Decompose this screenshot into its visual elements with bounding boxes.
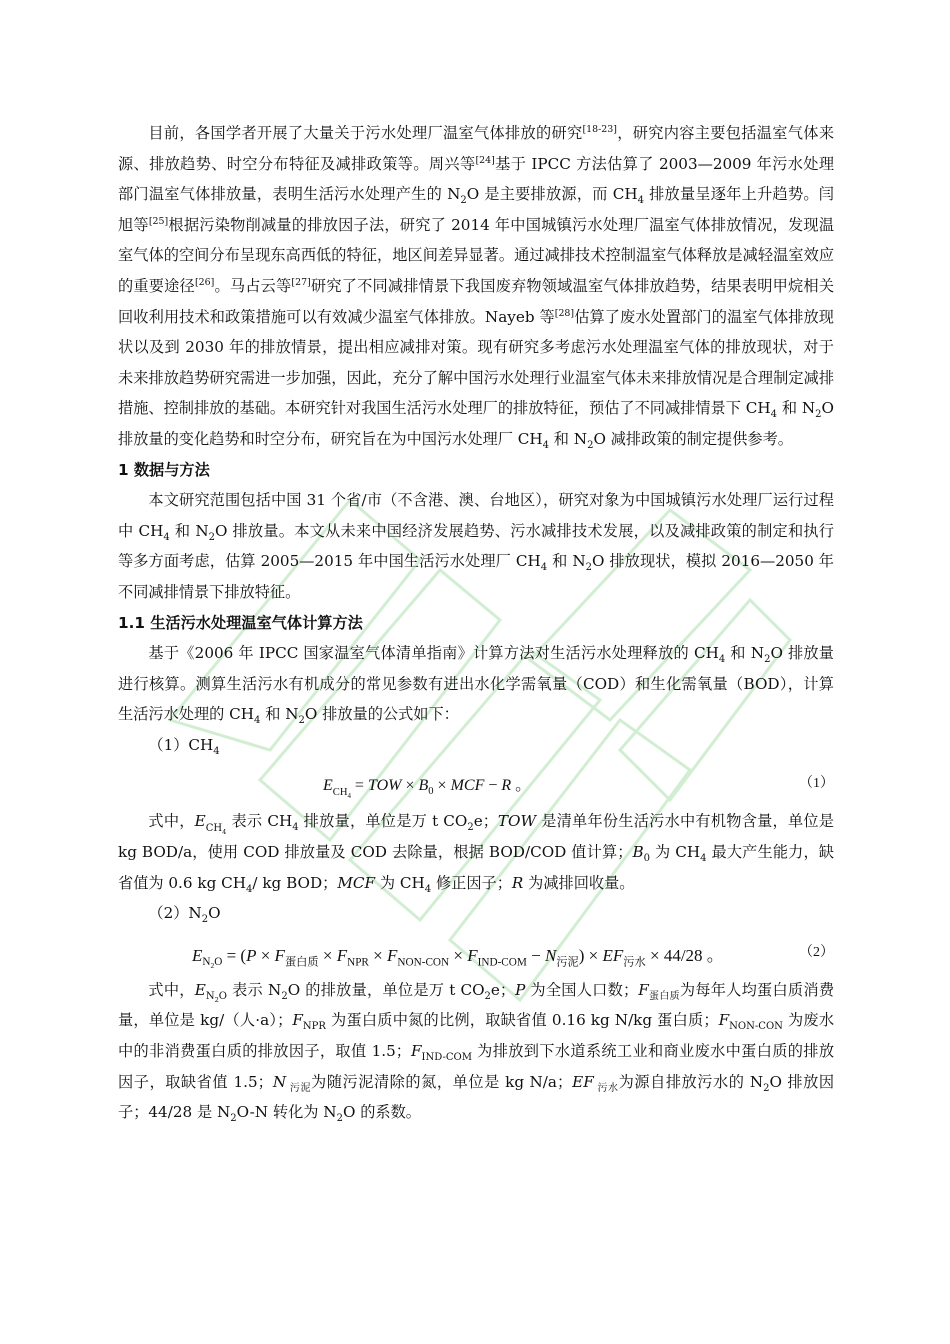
equation-2-explanation: 式中，$E_{N_2O}$ 表示 $N_2O$ 的排放量，单位是万 t $CO_2e$；P 为全国人口数；$F_{蛋白质}$为每年人均蛋白质消费量，单位是 kg/（人·a）；$F_{NPR}$ 为蛋白质中氮的比例，取缺省值 0.16 kg N/kg 蛋白质；$F_{NON-CON}$ 为废水中的非消费蛋白质的排放因子，取值 1.5；$F_{IND-COM}$ 为排放到下水道系统工业和商业废水中蛋白质的排放因子，取缺省值 1.5；N $_{污泥}$为随污泥清除的氮，单位是 kg N/a；EF $_{污水}$为源自排放污水的 $N_2O$ 排放因子；44/28 是 $N_2O-N$ 转化为 $N_2O$ 的系数。 bbox=[118, 980, 835, 1125]
equation-2: $E_{N_2O} = (P \times F_{蛋白质} \times F_{NPR} \times F_{NON-CON} \times F_{IND-COM} - N_{污泥}) \times EF_{污水} \times 44/28$ 。 （2） bbox=[118, 929, 834, 975]
scope-paragraph: 本文研究范围包括中国 31 个省/市（不含港、澳、台地区），研究对象为中国城镇污水处理厂运行过程中 $CH_4$ 和 $N_2O$ 排放量。本文从未来中国经济发展趋势、污水减排技术发展，以及减排政策的制定和执行等多方面考虑，估算 2005—2015 年中国生活污水处理厂 $CH_4$ 和 $N_2O$ 排放现状，模拟 2016—2050 年不同减排情景下排放特征。 bbox=[118, 491, 834, 601]
item-ch4-label: $(1)CH_4$ bbox=[148, 735, 220, 757]
section-heading-1: 1 数据与方法 bbox=[118, 460, 210, 479]
equation-2-number: （2） bbox=[799, 944, 834, 960]
equation-1-number: （1） bbox=[799, 776, 834, 792]
page-content bbox=[118, 118, 834, 1128]
item-n2o-label: $(2)N_2O$ bbox=[148, 904, 221, 926]
intro-paragraph: 目前，各国学者开展了大量关于污水处理厂温室气体排放的研究[18-23]，研究内容主要包括温室气体来源、排放趋势、时空分布特征及减排政策等。周兴等[24]基于 IPCC 方法估算了 2003—2009 年污水处理部门温室气体排放量，表明生活污水处理产生的 $N_2O$ 是主要排放源，而 $CH_4$ 排放量呈逐年上升趋势。闫旭等[25]根据污染物削减量的排放因子法，研究了 2014 年中国城镇污水处理厂温室气体排放情况，发现温室气体的空间分布呈现东高西低的特征，地区间差异显著。通过减排技术控制温室气体释放是减轻温室效应的重要途径[26]。马占云等[27]研究了不同减排情景下我国废弃物领域温室气体排放趋势，结果表明甲烷相关回收利用技术和政策措施可以有效减少温室气体排放。Nayeb 等[28]估算了废水处置部门的温室气体排放现状以及到 2030 年的排放情景，提出相应减排对策。现有研究多考虑污水处理温室气体的排放现状，对于未来排放趋势研究需进一步加强，因此，充分了解中国污水处理行业温室气体未来排放情况是合理制定减排措施、控制排放的基础。本研究针对我国生活污水处理厂的排放特征，预估了不同减排情景下 $CH_4$ 和 $N_2O$ 排放量的变化趋势和时空分布，研究旨在为中国污水处理厂 $CH_4$ 和 $N_2O$ 减排政策的制定提供参考。 bbox=[118, 123, 835, 451]
equation-1: $E_{CH_4}$ = TOW × $B_0$ × MCF − R 。 （1） bbox=[118, 760, 834, 806]
method-paragraph: 基于《2006 年 IPCC 国家温室气体清单指南》计算方法对生活污水处理释放的 $CH_4$ 和 $N_2O$ 排放量进行核算。测算生活污水有机成分的常见参数有进出水化学需氧量（COD）和生化需氧量（BOD），计算生活污水处理的 $CH_4$ 和 $N_2O$ 排放量的公式如下： bbox=[118, 644, 834, 727]
section-heading-1-1: 1.1 生活污水处理温室气体计算方法 bbox=[118, 613, 363, 632]
equation-1-explanation: 式中，$E_{CH_4}$ 表示 $CH_4$ 排放量，单位是万 t $CO_2e$；TOW 是清单年份生活污水中有机物含量，单位是 kg BOD/a，使用 COD 排放量及 COD 去除量，根据 BOD/COD 值计算；$B_0$ 为 $CH_4$ 最大产生能力，缺省值为 0.6 kg $CH_4/$ kg BOD；MCF 为 $CH_4$ 修正因子；R 为减排回收量。 bbox=[118, 812, 834, 895]
